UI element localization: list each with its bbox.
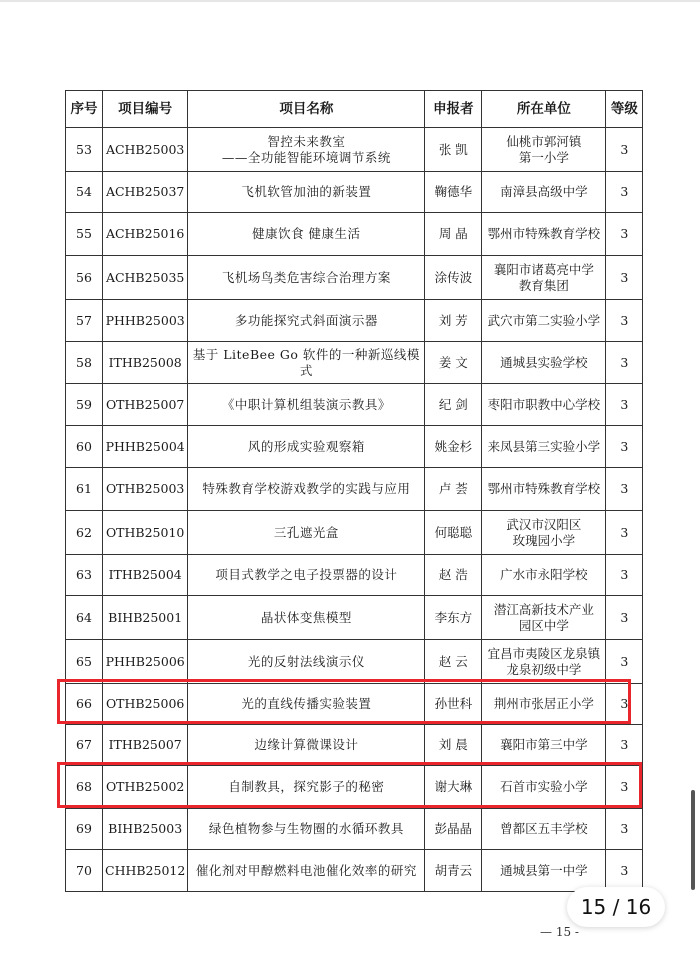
cell-code: ACHB25037 — [103, 172, 188, 213]
cell-unit: 襄阳市诸葛亮中学 教育集团 — [482, 256, 606, 300]
cell-no: 56 — [66, 256, 103, 300]
cell-name: 自制教具，探究影子的秘密 — [188, 766, 425, 809]
cell-no: 68 — [66, 766, 103, 809]
cell-grade: 3 — [606, 511, 643, 555]
cell-unit: 荆州市张居正小学 — [482, 684, 606, 725]
cell-applicant: 赵 浩 — [425, 555, 482, 596]
cell-no: 60 — [66, 426, 103, 468]
cell-name: 晶状体变焦模型 — [188, 596, 425, 640]
table-row — [66, 128, 643, 172]
cell-name: 绿色植物参与生物圈的水循环教具 — [188, 809, 425, 850]
cell-no: 66 — [66, 684, 103, 725]
cell-applicant: 彭晶晶 — [425, 809, 482, 850]
cell-no: 64 — [66, 596, 103, 640]
cell-code: ACHB25003 — [103, 128, 188, 172]
cell-applicant: 姜 文 — [425, 342, 482, 384]
cell-applicant: 何聪聪 — [425, 511, 482, 555]
cell-name: 健康饮食 健康生活 — [188, 213, 425, 256]
table-row — [66, 172, 643, 213]
cell-grade: 3 — [606, 384, 643, 426]
cell-code: ITHB25007 — [103, 725, 188, 766]
cell-name: 《中职计算机组装演示教具》 — [188, 384, 425, 426]
cell-no: 58 — [66, 342, 103, 384]
cell-no: 59 — [66, 384, 103, 426]
cell-code: BIHB25003 — [103, 809, 188, 850]
cell-name: 智控未来教室 ——全功能智能环境调节系统 — [188, 128, 425, 172]
cell-no: 62 — [66, 511, 103, 555]
cell-name: 飞机软管加油的新装置 — [188, 172, 425, 213]
cell-code: OTHB25002 — [103, 766, 188, 809]
table-row — [66, 426, 643, 468]
table-row — [66, 850, 643, 892]
cell-grade: 3 — [606, 172, 643, 213]
table-row — [66, 555, 643, 596]
cell-code: OTHB25007 — [103, 384, 188, 426]
cell-grade: 3 — [606, 850, 643, 892]
cell-applicant: 卢 荟 — [425, 468, 482, 511]
cell-name: 边缘计算微课设计 — [188, 725, 425, 766]
cell-unit: 武穴市第二实验小学 — [482, 300, 606, 342]
cell-grade: 3 — [606, 213, 643, 256]
top-divider — [0, 0, 700, 2]
cell-name: 多功能探究式斜面演示器 — [188, 300, 425, 342]
cell-name: 三孔遮光盒 — [188, 511, 425, 555]
cell-code: CHHB25012 — [103, 850, 188, 892]
cell-unit: 武汉市汉阳区 玫瑰园小学 — [482, 511, 606, 555]
table-row — [66, 640, 643, 684]
cell-grade: 3 — [606, 256, 643, 300]
cell-applicant: 鞠德华 — [425, 172, 482, 213]
table-row — [66, 511, 643, 555]
cell-no: 67 — [66, 725, 103, 766]
cell-unit: 通城县实验学校 — [482, 342, 606, 384]
cell-name: 光的直线传播实验装置 — [188, 684, 425, 725]
header-grade: 等级 — [606, 91, 643, 128]
cell-grade: 3 — [606, 468, 643, 511]
header-no: 序号 — [66, 91, 103, 128]
cell-unit: 来凤县第三实验小学 — [482, 426, 606, 468]
cell-no: 53 — [66, 128, 103, 172]
highlight-box-row-66 — [57, 679, 631, 724]
cell-applicant: 纪 剑 — [425, 384, 482, 426]
cell-code: OTHB25006 — [103, 684, 188, 725]
cell-code: OTHB25003 — [103, 468, 188, 511]
cell-code: PHHB25003 — [103, 300, 188, 342]
cell-applicant: 姚金杉 — [425, 426, 482, 468]
cell-applicant: 赵 云 — [425, 640, 482, 684]
cell-code: ACHB25035 — [103, 256, 188, 300]
cell-grade: 3 — [606, 596, 643, 640]
cell-applicant: 刘 芳 — [425, 300, 482, 342]
cell-no: 54 — [66, 172, 103, 213]
highlight-box-row-68 — [57, 762, 642, 808]
table-row — [66, 725, 643, 766]
cell-name: 飞机场鸟类危害综合治理方案 — [188, 256, 425, 300]
cell-unit: 南漳县高级中学 — [482, 172, 606, 213]
cell-applicant: 周 晶 — [425, 213, 482, 256]
table-row — [66, 809, 643, 850]
cell-code: OTHB25010 — [103, 511, 188, 555]
cell-unit: 鄂州市特殊教育学校 — [482, 468, 606, 511]
cell-name: 光的反射法线演示仪 — [188, 640, 425, 684]
cell-grade: 3 — [606, 300, 643, 342]
cell-grade: 3 — [606, 640, 643, 684]
cell-grade: 3 — [606, 684, 643, 725]
page-footer-number: — 15 - — [540, 925, 579, 939]
cell-grade: 3 — [606, 809, 643, 850]
cell-unit: 石首市实验小学 — [482, 766, 606, 809]
cell-applicant: 涂传波 — [425, 256, 482, 300]
scrollbar[interactable] — [691, 790, 695, 890]
cell-unit: 枣阳市职教中心学校 — [482, 384, 606, 426]
cell-name: 项目式教学之电子投票器的设计 — [188, 555, 425, 596]
table-row — [66, 213, 643, 256]
cell-grade: 3 — [606, 766, 643, 809]
table-row — [66, 468, 643, 511]
cell-no: 61 — [66, 468, 103, 511]
cell-no: 55 — [66, 213, 103, 256]
cell-no: 70 — [66, 850, 103, 892]
cell-unit: 襄阳市第三中学 — [482, 725, 606, 766]
table-row — [66, 384, 643, 426]
cell-name: 催化剂对甲醇燃料电池催化效率的研究 — [188, 850, 425, 892]
cell-no: 57 — [66, 300, 103, 342]
header-unit: 所在单位 — [482, 91, 606, 128]
page-indicator[interactable]: 15 / 16 — [567, 887, 665, 927]
table-row — [66, 256, 643, 300]
header-name: 项目名称 — [188, 91, 425, 128]
header-code: 项目编号 — [103, 91, 188, 128]
table-row — [66, 300, 643, 342]
cell-code: BIHB25001 — [103, 596, 188, 640]
header-applicant: 申报者 — [425, 91, 482, 128]
cell-grade: 3 — [606, 555, 643, 596]
cell-unit: 广水市永阳学校 — [482, 555, 606, 596]
cell-applicant: 孙世科 — [425, 684, 482, 725]
cell-name: 风的形成实验观察箱 — [188, 426, 425, 468]
cell-code: ITHB25008 — [103, 342, 188, 384]
cell-grade: 3 — [606, 128, 643, 172]
cell-code: ACHB25016 — [103, 213, 188, 256]
cell-no: 69 — [66, 809, 103, 850]
cell-applicant: 张 凯 — [425, 128, 482, 172]
cell-unit: 通城县第一中学 — [482, 850, 606, 892]
table-header-row — [66, 91, 643, 128]
cell-applicant: 刘 晨 — [425, 725, 482, 766]
cell-grade: 3 — [606, 725, 643, 766]
cell-grade: 3 — [606, 426, 643, 468]
table-row — [66, 596, 643, 640]
cell-code: PHHB25004 — [103, 426, 188, 468]
cell-name: 基于 LiteBee Go 软件的一种新巡线模式 — [188, 342, 425, 384]
cell-applicant: 胡青云 — [425, 850, 482, 892]
cell-unit: 曾都区五丰学校 — [482, 809, 606, 850]
table-row — [66, 342, 643, 384]
cell-no: 65 — [66, 640, 103, 684]
cell-code: ITHB25004 — [103, 555, 188, 596]
cell-applicant: 谢大琳 — [425, 766, 482, 809]
cell-code: PHHB25006 — [103, 640, 188, 684]
cell-applicant: 李东方 — [425, 596, 482, 640]
cell-unit: 潜江高新技术产业 园区中学 — [482, 596, 606, 640]
cell-unit: 鄂州市特殊教育学校 — [482, 213, 606, 256]
cell-name: 特殊教育学校游戏教学的实践与应用 — [188, 468, 425, 511]
cell-grade: 3 — [606, 342, 643, 384]
cell-no: 63 — [66, 555, 103, 596]
cell-unit: 仙桃市郭河镇 第一小学 — [482, 128, 606, 172]
cell-unit: 宜昌市夷陵区龙泉镇 龙泉初级中学 — [482, 640, 606, 684]
